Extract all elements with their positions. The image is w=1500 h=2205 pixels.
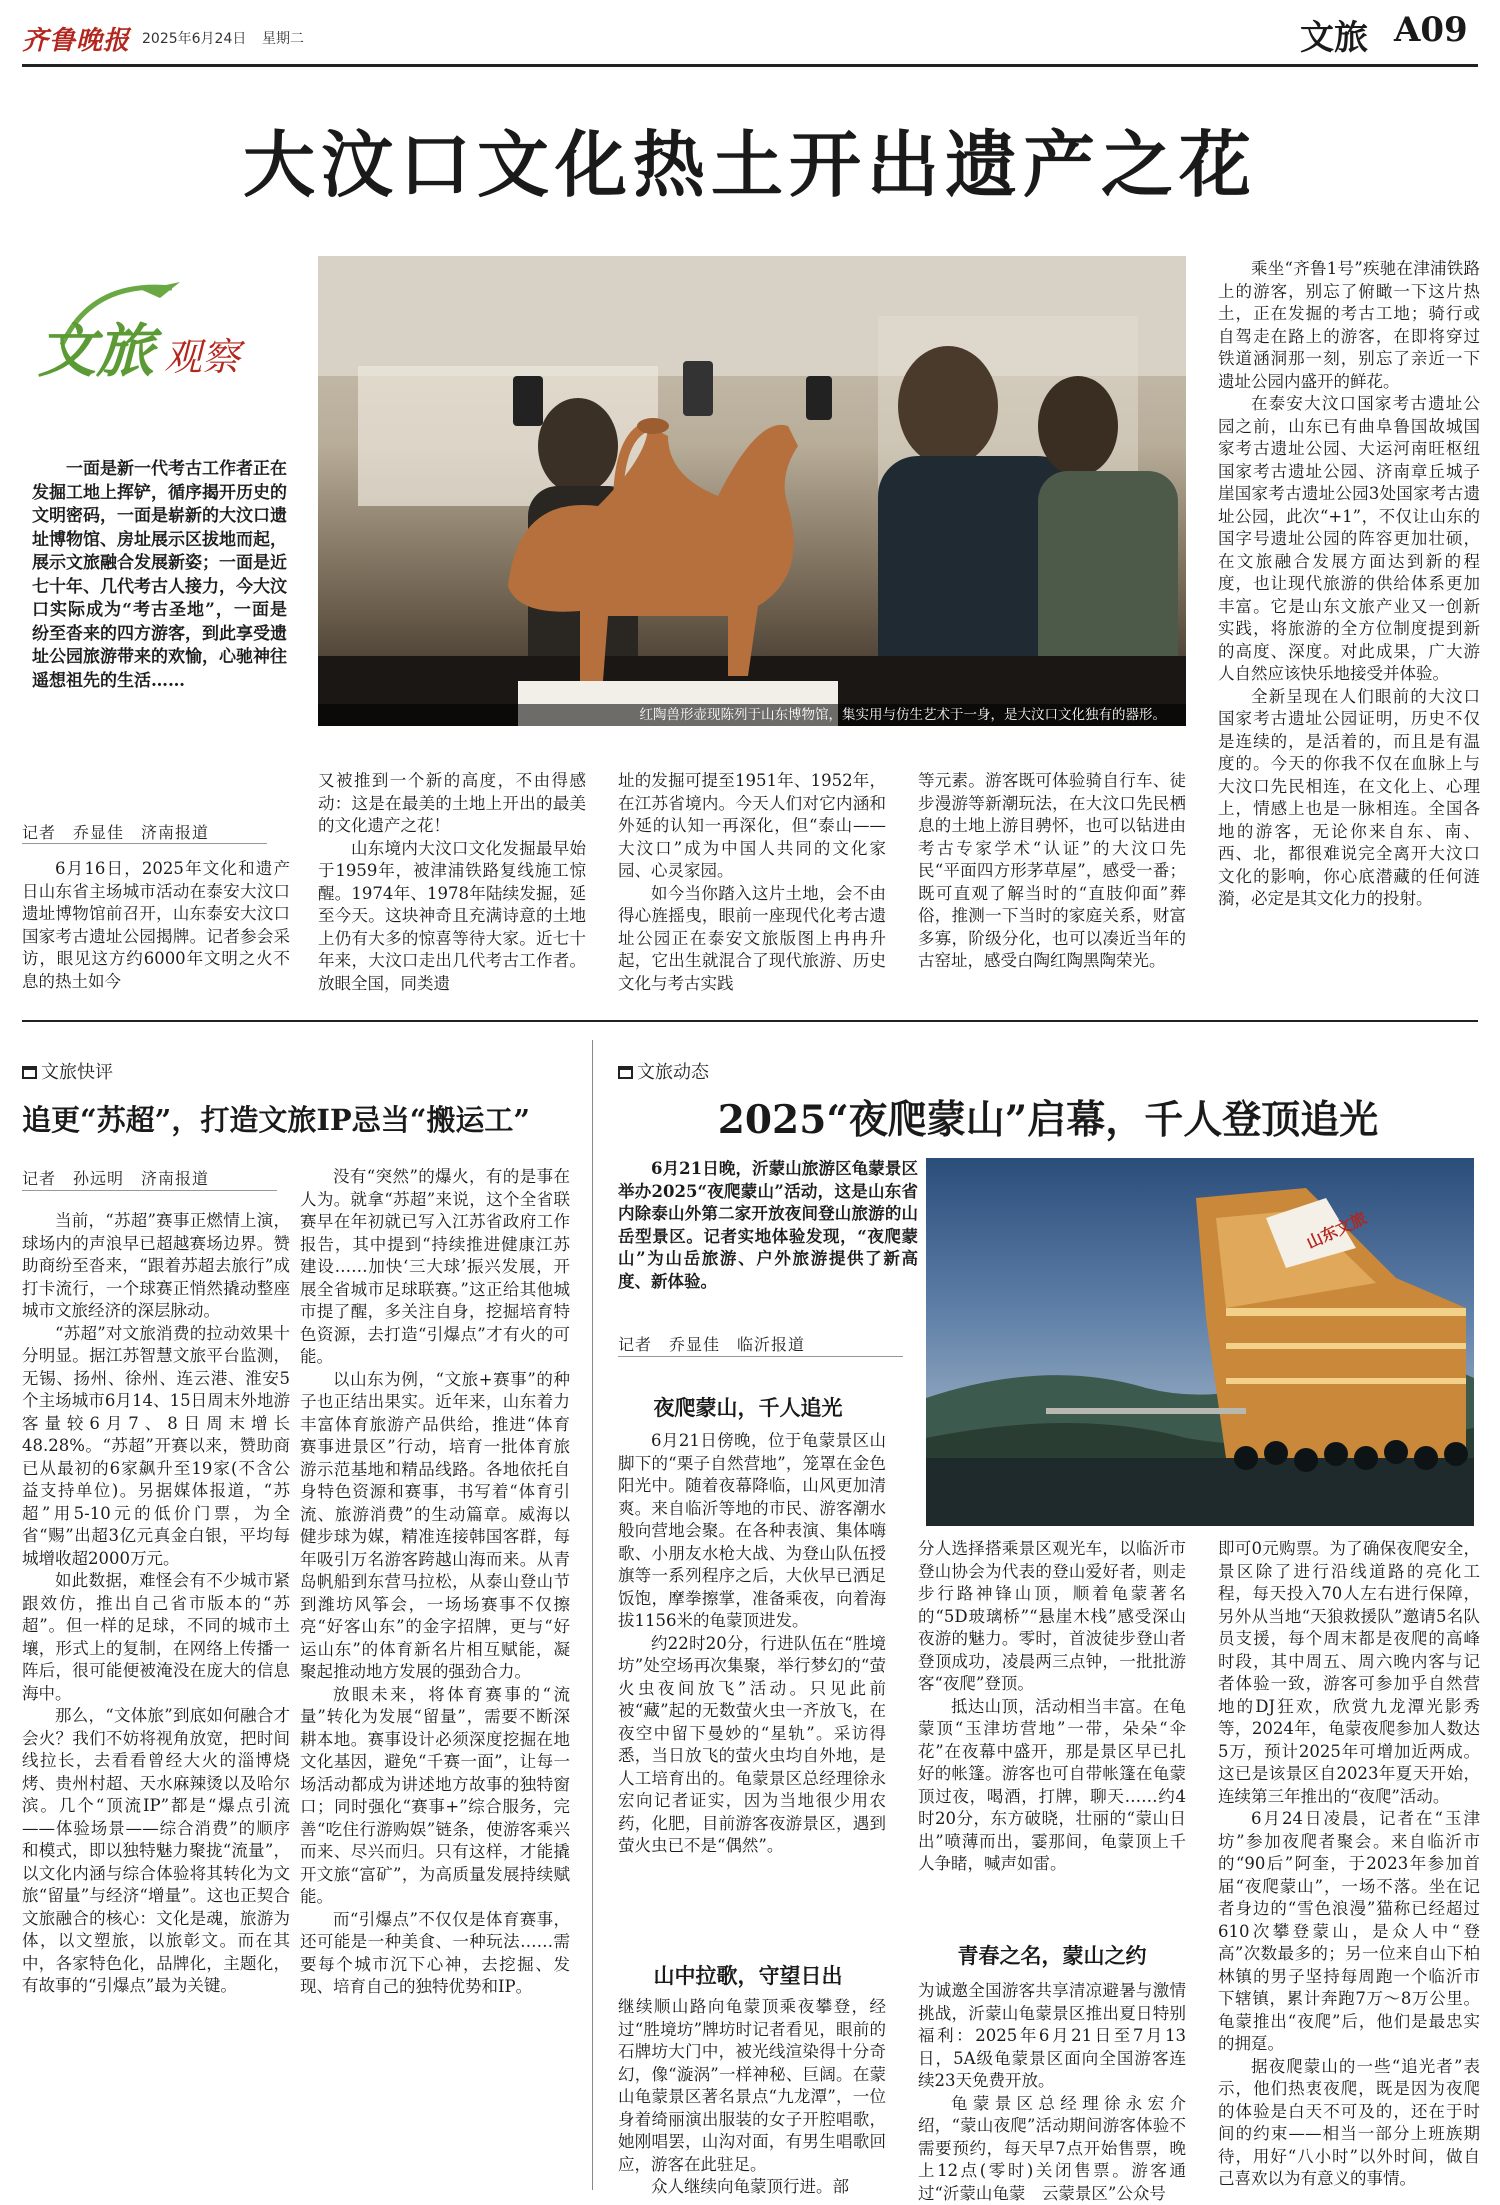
paragraph: 乘坐“齐鲁1号”疾驰在津浦铁路上的游客，别忘了俯瞰一下这片热土，正在发掘的考古工地；骑行或自驾走在路上的游客，在即将穿过铁道涵洞那一刻，别忘了亲近一下遗址公园内盛开的鲜花。: [1218, 258, 1480, 393]
museum-scene-image: [318, 256, 1186, 726]
paragraph: 众人继续向龟蒙顶行进。部: [618, 2176, 886, 2199]
issue-date: 2025年6月24日: [142, 28, 246, 48]
paragraph: 龟蒙景区总经理徐永宏介绍，“蒙山夜爬”活动期间游客体验不需要预约，每天早7点开始售票，晚上12点(零时)关闭售票。游客通过“沂蒙山龟蒙 云蒙景区”公众号: [918, 2093, 1186, 2205]
section-box-icon: [618, 1066, 633, 1079]
paragraph: 那么，“文体旅”到底如何融合才会火？我们不妨将视角放宽，把时间线拉长，去看看曾经大火的淄博烧烤、贵州村超、天水麻辣烫以及哈尔滨。几个“顶流IP”都是“爆点引流——体验场景——综合消费”的顺序和模式，即以独特魅力聚拢“流量”，以文化内涵与综合体验将其转化为文旅“留量”与经济“增量”。这也正契合文旅融合的核心：文化是魂，旅游为体，以文塑旅，以旅彰文。而在其中，各家特色化，品牌化，主题化，有故事的“引爆点”最为关键。: [22, 1705, 290, 1998]
story2-col2: [300, 1166, 570, 2190]
byline-rule: [22, 843, 267, 844]
paragraph: 即可0元购票。为了确保夜爬安全，景区除了进行沿线道路的亮化工程，每天投入70人左右进行保障，另外从当地“天狼救援队”邀请5名队员支援，每个周末都是夜爬的高峰时段，其中周五、周六晚内客与记者体验一致，游客可参加乎自然营地的DJ狂欢，欣赏九龙潭光影秀等，2024年，龟蒙夜爬参加人数达5万，预计2025年可增加近两成。这已是该景区自2023年夏天开始，连续第三年推出的“夜爬”活动。: [1218, 1538, 1480, 1808]
story2-section-label: [22, 1058, 113, 1084]
paragraph: 没有“突然”的爆火，有的是事在人为。就拿“苏超”来说，这个全省联赛早在年初就已写入江苏省政府工作报告，其中提到“持续推进健康江苏建设……加快‘三大球’振兴发展，开展全省城市足球联赛。”这正给其他城市提了醒，多关注自身，挖掘培育特色资源，去打造“引爆点”才有火的可能。: [300, 1166, 570, 1369]
story2-section-text: 文旅快评: [41, 1062, 113, 1083]
story3-lead-text: 6月21日晚，沂蒙山旅游区龟蒙景区举办2025“夜爬蒙山”活动，这是山东省内除泰山外第二家开放夜间登山旅游的山岳型景区。记者实地体验发现，“夜爬蒙山”为山岳旅游、户外旅游提供了新高度、新体验。: [618, 1158, 918, 1293]
newspaper-logo: 齐鲁晚报: [22, 20, 130, 57]
column-logo: [32, 270, 292, 390]
story3-section-label: [618, 1058, 709, 1084]
masthead: [0, 0, 1500, 62]
paragraph: 分人选择搭乘景区观光车，以临沂市登山协会为代表的登山爱好者，则走步行路神锋山顶，顺着龟蒙著名的“5D玻璃桥”“悬崖木栈”感受深山夜游的魅力。零时，首波徒步登山者登顶成功，凌晨两三点钟，一批批游客“夜爬”登顶。: [918, 1538, 1186, 1696]
story2-col1: [22, 1210, 290, 2190]
story1-col5: [1218, 258, 1480, 1000]
paragraph: 约22时20分，行进队伍在“胜境坊”处空场再次集聚，举行梦幻的“萤火虫夜间放飞”活动。只见此前被“藏”起的无数萤火虫一齐放飞，在夜空中留下曼妙的“星轨”。采访得悉，当日放飞的萤火虫均自外地，是人工培育出的。龟蒙景区总经理徐永宏向记者证实，因为当地很少用农药，化肥，目前游客夜游景区，遇到萤火虫已不是“偶然”。: [618, 1633, 886, 1858]
paragraph: 继续顺山路向龟蒙顶乘夜攀登，经过“胜境坊”牌坊时记者看见，眼前的石牌坊大门中，被光线渲染得十分奇幻，像“漩涡”一样神秘、巨阔。在蒙山龟蒙景区著名景点“九龙潭”，一位身着绮丽演出服装的女子开腔唱歌，她刚唱罢，山沟对面，有男生唱歌回应，游客在此驻足。: [618, 1996, 886, 2176]
masthead-rule: [22, 64, 1478, 67]
paragraph: 山东境内大汶口文化发掘最早始于1959年，被津浦铁路复线施工惊醒。1974年、1978年陆续发掘，延至今天。这块神奇且充满诗意的土地上仍有大多的惊喜等待大家。近七十年来，大汶口走出几代考古工作者。放眼全国，同类遗: [318, 838, 586, 996]
paragraph: “苏超”对文旅消费的拉动效果十分明显。据江苏智慧文旅平台监测，无锡、扬州、徐州、连云港、淮安5个主场城市6月14、15日周末外地游客量较6月7、8日周末增长48.28%。“苏超”开赛以来，赞助商已从最初的6家飙升至19家(不含公益支持单位)。另据媒体报道，“苏超”用5-10元的低价门票，为全省“赐”出超3亿元真金白银，平均每城增收超2000万元。: [22, 1323, 290, 1571]
story3-byline: 记者 乔显佳 临沂报道: [618, 1332, 898, 1355]
paragraph: 为诚邀全国游客共享清凉避暑与激情挑战，沂蒙山龟蒙景区推出夏日特别福利：2025年6月21日至7月13日，5A级龟蒙景区面向全国游客连续23天免费开放。: [918, 1980, 1186, 2093]
story3-headline: 2025“夜爬蒙山”启幕，千人登顶追光: [618, 1092, 1478, 1148]
photo2-banner-text: 山东文旅: [1302, 1206, 1370, 1254]
vertical-divider: [592, 1040, 593, 2190]
story3-subhead-2: 山中拉歌，守望日出: [618, 1960, 878, 1990]
photo1-caption: 红陶兽形壶现陈列于山东博物馆，集实用与仿生艺术于一身，是大汶口文化独有的器形。: [318, 704, 1186, 726]
story2-byline: 记者 孙远明 济南报道: [22, 1166, 292, 1189]
paragraph: 而“引爆点”不仅仅是体育赛事，还可能是一种美食、一种玩法……需要每个城市沉下心神，去挖掘、发现、培育自己的独特优势和IP。: [300, 1909, 570, 1999]
paragraph: 等元素。游客既可体验骑自行车、徒步漫游等新潮玩法，在大汶口先民栖息的土地上游目骋怀，也可以钻进由考古专家学术“认证”的大汶口先民“平面四方形茅草屋”，感受一番；既可直观了解当时的“直肢仰面”葬俗，推测一下当时的家庭关系，财富多寡，阶级分化，也可以凑近当年的古窑址，感受白陶红陶黑陶荣光。: [918, 770, 1186, 973]
section-divider: [22, 1020, 1478, 1022]
story2-headline: 追更“苏超”，打造文旅IP忌当“搬运工”: [22, 1100, 592, 1140]
story1-col3: [618, 770, 886, 1000]
paragraph: 如此数据，难怪会有不少城市紧跟效仿，推出自己省市版本的“苏超”。但一样的足球，不同的城市土壤，形式上的复制，在网络上传播一阵后，很可能便被淹没在庞大的信息海中。: [22, 1570, 290, 1705]
section-name: 文旅: [1300, 10, 1368, 59]
paragraph: 在泰安大汶口国家考古遗址公园之前，山东已有曲阜鲁国故城国家考古遗址公园、大运河南旺枢纽国家考古遗址公园、济南章丘城子崖国家考古遗址公园3处国家考古遗址公园，此次“+1”，不仅让山东的国字号遗址公园的阵容更加壮硕，在文旅融合发展方面达到新的程度，也让现代旅游的供给体系更加丰富。它是山东文旅产业又一创新实践，将旅游的全方位制度提到新的高度、深度。对此成果，广大游人自然应该快乐地接受并体验。: [1218, 393, 1480, 686]
paragraph: 抵达山顶，活动相当丰富。在龟蒙顶“玉津坊营地”一带，朵朵“伞花”在夜幕中盛开，那是景区早已扎好的帐篷。游客也可自带帐篷在龟蒙顶过夜，喝酒，打牌，聊天……约4时20分，东方破晓，壮丽的“蒙山日出”喷薄而出，霎那间，龟蒙顶上千人争睹，喊声如雷。: [918, 1696, 1186, 1876]
lead-paragraph: [32, 458, 287, 758]
museum-photo: [318, 256, 1186, 726]
page-number: A09: [1394, 10, 1468, 50]
story2-byline-rule: [22, 1190, 277, 1191]
lead-text: 一面是新一代考古工作者正在发掘工地上挥铲，循序揭开历史的文明密码，一面是崭新的大汶口遗址博物馆、房址展示区拔地而起，展示文旅融合发展新姿；一面是近七十年、几代考古人接力，今大汶口实际成为“考古圣地”，一面是纷至沓来的四方游客，到此享受遗址公园旅游带来的欢愉，心驰神往遥想祖先的生活……: [32, 458, 287, 693]
story3-col2: [918, 1538, 1186, 1926]
story3-col2b: [918, 1980, 1186, 2192]
story3-byline-rule: [618, 1356, 903, 1357]
paragraph: 以山东为例，“文旅+赛事”的种子也正结出果实。近年来，山东着力丰富体育旅游产品供给，推进“体育赛事进景区”行动，培育一批体育旅游示范基地和精品线路。各地依托自身特色资源和赛事，书写着“体育引流、旅游消费”的生动篇章。威海以健步球为媒，精准连接韩国客群，每年吸引万名游客跨越山海而来。从青岛帆船到东营马拉松，从泰山登山节到潍坊风筝会，一场场赛事不仅擦亮“好客山东”的金字招牌，更与“好运山东”的体育新名片相互赋能，凝聚起推动地方发展的强劲合力。: [300, 1369, 570, 1684]
mountain-scene-image: [926, 1158, 1474, 1526]
paragraph: 当前，“苏超”赛事正燃情上演，球场内的声浪早已超越赛场边界。赞助商纷至沓来，“跟着苏超去旅行”成打卡流行，一个球赛正悄然撬动整座城市文旅经济的深层脉动。: [22, 1210, 290, 1323]
paragraph: 6月21日傍晚，位于龟蒙景区山脚下的“栗子自然营地”，笼罩在金色阳光中。随着夜幕降临，山风更加清爽。来自临沂等地的市民、游客潮水般向营地会聚。在各种表演、集体嗨歌、小朋友水枪大战、为登山队伍授旗等一系列程序之后，大伙早已洒足饭饱，摩拳擦掌，准备乘夜，向着海拔1156米的龟蒙顶进发。: [618, 1430, 886, 1633]
paragraph: 据夜爬蒙山的一些“追光者”表示，他们热衷夜爬，既是因为夜爬的体验是白天不可及的，还在于时间的约束——相当一部分上班族期待，用好“八小时”以外时间，做自己喜欢以为有意义的事情。: [1218, 2056, 1480, 2191]
story1-col1: [22, 858, 290, 1000]
paragraph: 如今当你踏入这片土地，会不由得心旌摇曳，眼前一座现代化考古遗址公园正在泰安文旅版图上冉冉升起，它出生就混合了现代旅游、历史文化与考古实践: [618, 883, 886, 996]
story3-col3: [1218, 1538, 1480, 2192]
story3-col1b: [618, 1996, 886, 2192]
mountain-night-photo: [926, 1158, 1474, 1526]
story1-col2: [318, 770, 586, 1000]
story3-subhead-1: 夜爬蒙山，千人追光: [618, 1392, 878, 1422]
story3-subhead-3: 青春之名，蒙山之约: [918, 1940, 1186, 1970]
paragraph: 址的发掘可提至1951年、1952年，在江苏省境内。今天人们对它内涵和外延的认知一再深化，但“泰山——大汶口”成为中国人共同的文化家园、心灵家园。: [618, 770, 886, 883]
page-title: 大汶口文化热土开出遗产之花: [0, 120, 1500, 210]
paragraph: 全新呈现在人们眼前的大汶口国家考古遗址公园证明，历史不仅是连续的，是活着的，而且是有温度的。今天的你我不仅在血脉上与大汶口先民相连，在文化上、心理上，情感上也是一脉相连。全国各地的游客，无论你来自东、南、西、北，都很难说完全离开大汶口文化的影响，你心底潜藏的任何涟漪，必定是其文化力的投射。: [1218, 686, 1480, 911]
story1-col4: [918, 770, 1186, 1000]
paragraph: 放眼未来，将体育赛事的“流量”转化为发展“留量”，需要不断深耕本地。赛事设计必须深度挖掘在地文化基因，避免“千赛一面”，让每一场活动都成为讲述地方故事的独特窗口；同时强化“赛事+”综合服务，完善“吃住行游购娱”链条，使游客乘兴而来、尽兴而归。只有这样，才能撬开文旅“富矿”，为高质量发展持续赋能。: [300, 1684, 570, 1909]
story3-lead: [618, 1158, 918, 1318]
issue-weekday: 星期二: [262, 28, 304, 48]
story1-byline: 记者 乔显佳 济南报道: [22, 820, 272, 843]
section-box-icon: [22, 1066, 37, 1079]
column-logo-main: 文旅: [38, 304, 154, 388]
paragraph: 又被推到一个新的高度，不由得感动：这是在最美的土地上开出的最美的文化遗产之花！: [318, 770, 586, 838]
paragraph: 6月24日凌晨，记者在“玉津坊”参加夜爬者聚会。来自临沂市的“90后”阿奎，于2023年参加首届“夜爬蒙山”，一场不落。坐在记者身边的“雪色浪漫”猫称已经超过610次攀登蒙山，是众人中“登高”次数最多的；另一位来自山下柏林镇的男子坚持每周跑一个临沂市下辖镇，累计奔跑7万～8万公里。龟蒙推出“夜爬”后，他们是最忠实的拥趸。: [1218, 1808, 1480, 2056]
column-logo-sub: 观察: [164, 326, 240, 381]
story3-col1a: [618, 1430, 886, 1926]
story3-section-text: 文旅动态: [637, 1062, 709, 1083]
story1-col1-text: 6月16日，2025年文化和遗产日山东省主场城市活动在泰安大汶口遗址博物馆前召开，山东泰安大汶口国家考古遗址公园揭牌。记者参会采访，眼见这方约6000年文明之火不息的热土如今: [22, 858, 290, 993]
